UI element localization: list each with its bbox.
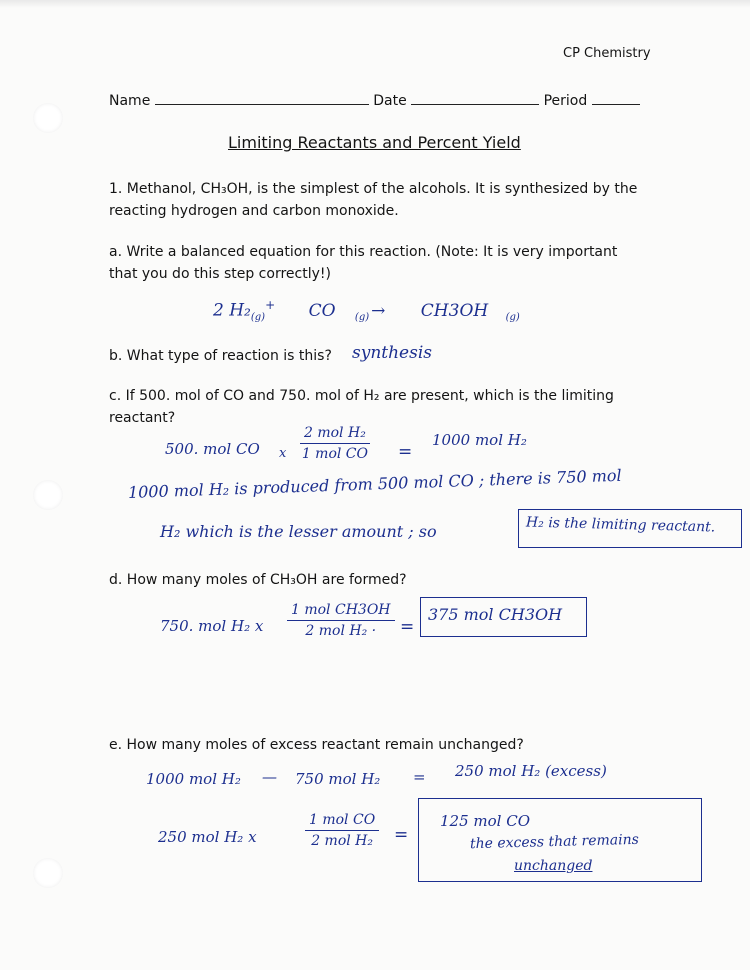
qe-line1-b: 750 mol H₂ [295,770,381,788]
name-blank [155,90,369,105]
q1-line2: reacting hydrogen and carbon monoxide. [109,203,399,219]
qc-line2: reactant? [109,410,176,426]
qc-fraction-denominator: 1 mol CO [301,446,368,462]
qc-explanation-line2: H₂ which is the lesser amount ; so [160,522,437,541]
qc-fraction [300,425,370,462]
date-label: Date [373,93,407,109]
q1-line1: 1. Methanol, CH₃OH, is the simplest of the alcohols. It is synthesized by the [109,181,638,197]
qd-answer: 375 mol CH3OH [428,605,563,624]
qc-fraction-numerator: 2 mol H₂ [300,425,370,444]
qe-line1-a: 1000 mol H₂ [146,770,241,788]
qe-line1-equals: = [413,768,426,786]
qa-line2: that you do this step correctly!) [109,266,331,282]
qe-line2-equals: = [394,825,409,845]
qa-line1: a. Write a balanced equation for this reaction. (Note: It is very important [109,244,618,260]
qc-line1: c. If 500. mol of CO and 750. mol of H₂ are present, which is the limiting [109,388,614,404]
punch-hole-top [33,103,63,133]
page-title: Limiting Reactants and Percent Yield [228,133,521,152]
qe-fraction-numerator: 1 mol CO [305,812,379,831]
qe-answer-line2: the excess that remains [469,831,640,853]
punch-hole-middle [33,480,63,510]
qa-equation [213,298,520,323]
name-label: Name [109,93,151,109]
name-row [109,90,640,112]
qa-product-state: (g) [505,312,520,324]
qb-text: b. What type of reaction is this? [109,348,332,364]
qa-reactant2-state: (g) [354,312,370,324]
course-label: CP Chemistry [563,46,651,61]
qa-reactant2: CO [308,300,336,321]
qc-equals: = [398,442,413,462]
qe-text: e. How many moles of excess reactant remain unchanged? [109,737,524,753]
date-blank [411,90,539,105]
qd-fraction [287,602,395,639]
qa-reactant1-state: (g) [250,312,266,324]
qd-text: d. How many moles of CH₃OH are formed? [109,572,407,588]
qa-reactant1: 2 H₂ [213,300,251,321]
qe-line1-result: 250 mol H₂ (excess) [455,762,607,780]
qe-answer-line1: 125 mol CO [440,812,530,830]
qd-fraction-denominator: 2 mol H₂ · [305,623,377,639]
qd-given: 750. mol H₂ x [160,617,264,635]
qd-fraction-numerator: 1 mol CH3OH [287,602,395,621]
qc-result: 1000 mol H₂ [432,431,527,449]
qe-line2-given: 250 mol H₂ x [158,828,257,846]
period-label: Period [543,93,588,109]
qa-plus: + [265,298,276,312]
qc-explanation-line1: 1000 mol H₂ is produced from 500 mol CO ; there is 750 mol [127,465,622,502]
qc-times: x [279,446,287,461]
qa-arrow: → [371,300,386,321]
qc-answer: H₂ is the limiting reactant. [525,514,716,536]
qe-fraction-denominator: 2 mol H₂ [311,833,373,849]
qd-equals: = [400,617,415,637]
qe-fraction [305,812,379,849]
punch-hole-bottom [33,858,63,888]
qe-line1-minus: — [262,768,277,786]
period-blank [592,90,640,105]
qe-answer-line3: unchanged [514,858,593,874]
qa-product: CH3OH [420,300,489,321]
qb-answer: synthesis [352,343,433,363]
qc-given: 500. mol CO [165,440,260,458]
scan-top-edge [0,0,750,8]
